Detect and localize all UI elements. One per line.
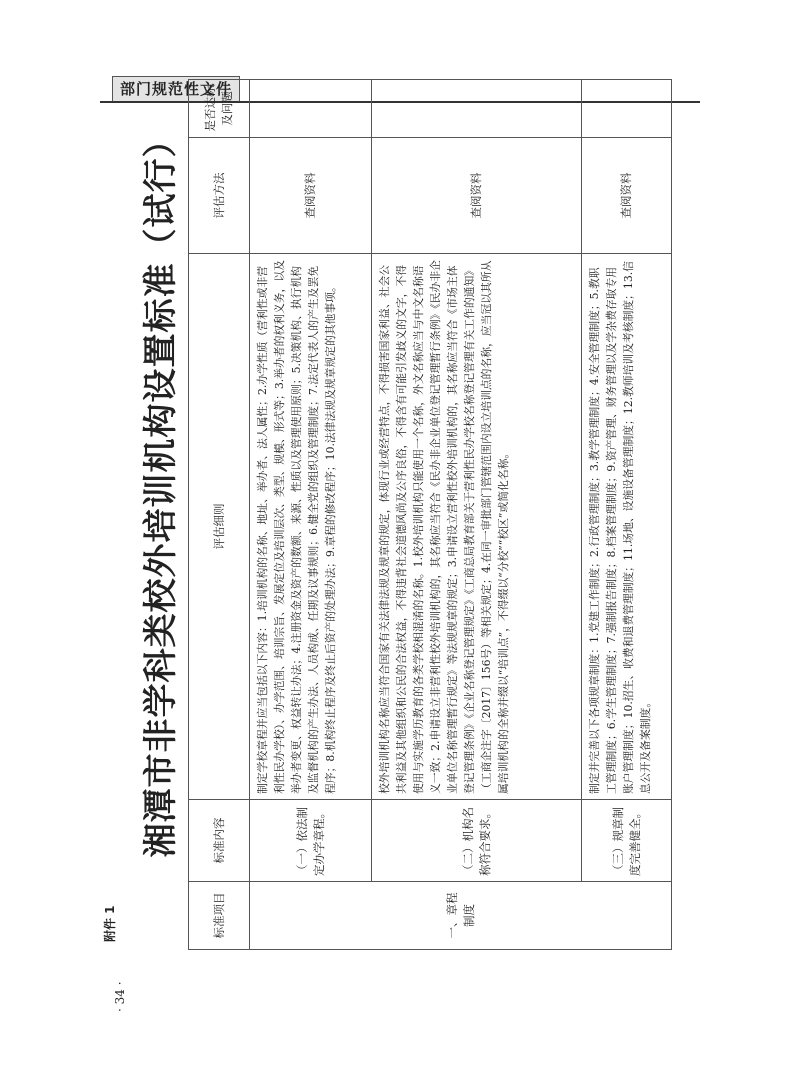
- attachment-label: 附件 1: [103, 905, 117, 942]
- standard-cell: [372, 80, 582, 138]
- content-cell: （三）规章制度完善健全。: [582, 800, 672, 882]
- category-cell: 一、章程制度: [250, 882, 672, 950]
- table-header-row: [189, 80, 250, 950]
- table-row: [372, 80, 582, 950]
- criteria-cell: 制定学校章程并应当包括以下内容：1.培训机构的名称、地址、举办者、法人属性；2.办学性质（营利性或非营利性民办学校）、办学范围、培训宗旨、发展定位及培训层次、类型、规模、形式等；3.举办者的权利义务，以及举办者变更、权益转让办法；4.注册资金及资产的数额、来源、性质以及管理使用原则；5.决策机构、执行机构及监督机构的产生办法、人员构成、任期及议事规则；6.健全党的组织及管理制度；7.法定代表人的产生及罢免程序；8.机构终止程序及终止后资产的处理办法；9.章程的修改程序；10.法律法规及规章规定的其他事项。: [250, 254, 372, 800]
- table-row: [582, 80, 672, 950]
- header-criteria: 评估细则: [189, 254, 250, 800]
- rotated-page-content: [85, 60, 685, 1020]
- header-method: 评估方法: [189, 138, 250, 254]
- method-cell: 查阅资料: [582, 138, 672, 254]
- document-title: 湘潭市非学科类校外培训机构设置标准（试行）: [141, 122, 181, 858]
- standard-cell: [250, 80, 372, 138]
- method-cell: 查阅资料: [372, 138, 582, 254]
- header-item: 标准项目: [189, 882, 250, 950]
- section-header-label: 部门规范性文件: [112, 76, 240, 102]
- content-cell: （二）机构名称符合要求。: [372, 800, 582, 882]
- criteria-cell: 制定并完善以下各项规章制度：1.党建工作制度；2.行政管理制度；3.教学管理制度；4.安全管理制度；5.教职工管理制度；6.学生管理制度；7.强制报告制度；8.档案管理制度；9.资产管理、财务管理以及学杂费存取专用账户管理制度；10.招生、收费和退费管理制度；11.场地、设施设备管理制度；12.教师培训及考核制度；13.信息公开及备案制度。: [582, 254, 672, 800]
- standards-table: [188, 79, 672, 950]
- standard-cell: [582, 80, 672, 138]
- page-number: · 34 ·: [113, 981, 127, 1012]
- content-cell: （一）依法制定办学章程。: [250, 800, 372, 882]
- header-content: 标准内容: [189, 800, 250, 882]
- method-cell: 查阅资料: [250, 138, 372, 254]
- header-standard: 是否达标及问题: [189, 80, 250, 138]
- criteria-cell: 校外培训机构名称应当符合国家有关法律法规及规章的规定，体现行业或经营特点，不得损害国家利益、社会公共利益及其他组织和公民的合法权益，不得违背社会道德风尚及公序良俗，不得含有可能引发歧义的文字，不得使用与实施学历教育的各类学校相混淆的名称。1.校外培训机构只能使用一个名称，外文名称应当与中文名称语义一致；2.申请设立非营利性校外培训机构的，其名称应当符合《民办非企业单位登记管理暂行条例》《民办非企业单位名称管理暂行规定》等法规规章的规定；3.申请设立营利性校外培训机构的，其名称应当符合《市场主体登记管理条例》《企业名称登记管理规定》《工商总局教育部关于营利性民办学校名称登记管理有关工作的通知》（工商企注字〔2017〕156号）等相关规定；4.在同一审批部门管辖范围内设立培训点的名称，应当冠以其所从属培训机构的全称并缀以“培训点”，不得缀以“分校”“校区”或简化名称。: [372, 254, 582, 800]
- table-row: [250, 80, 372, 950]
